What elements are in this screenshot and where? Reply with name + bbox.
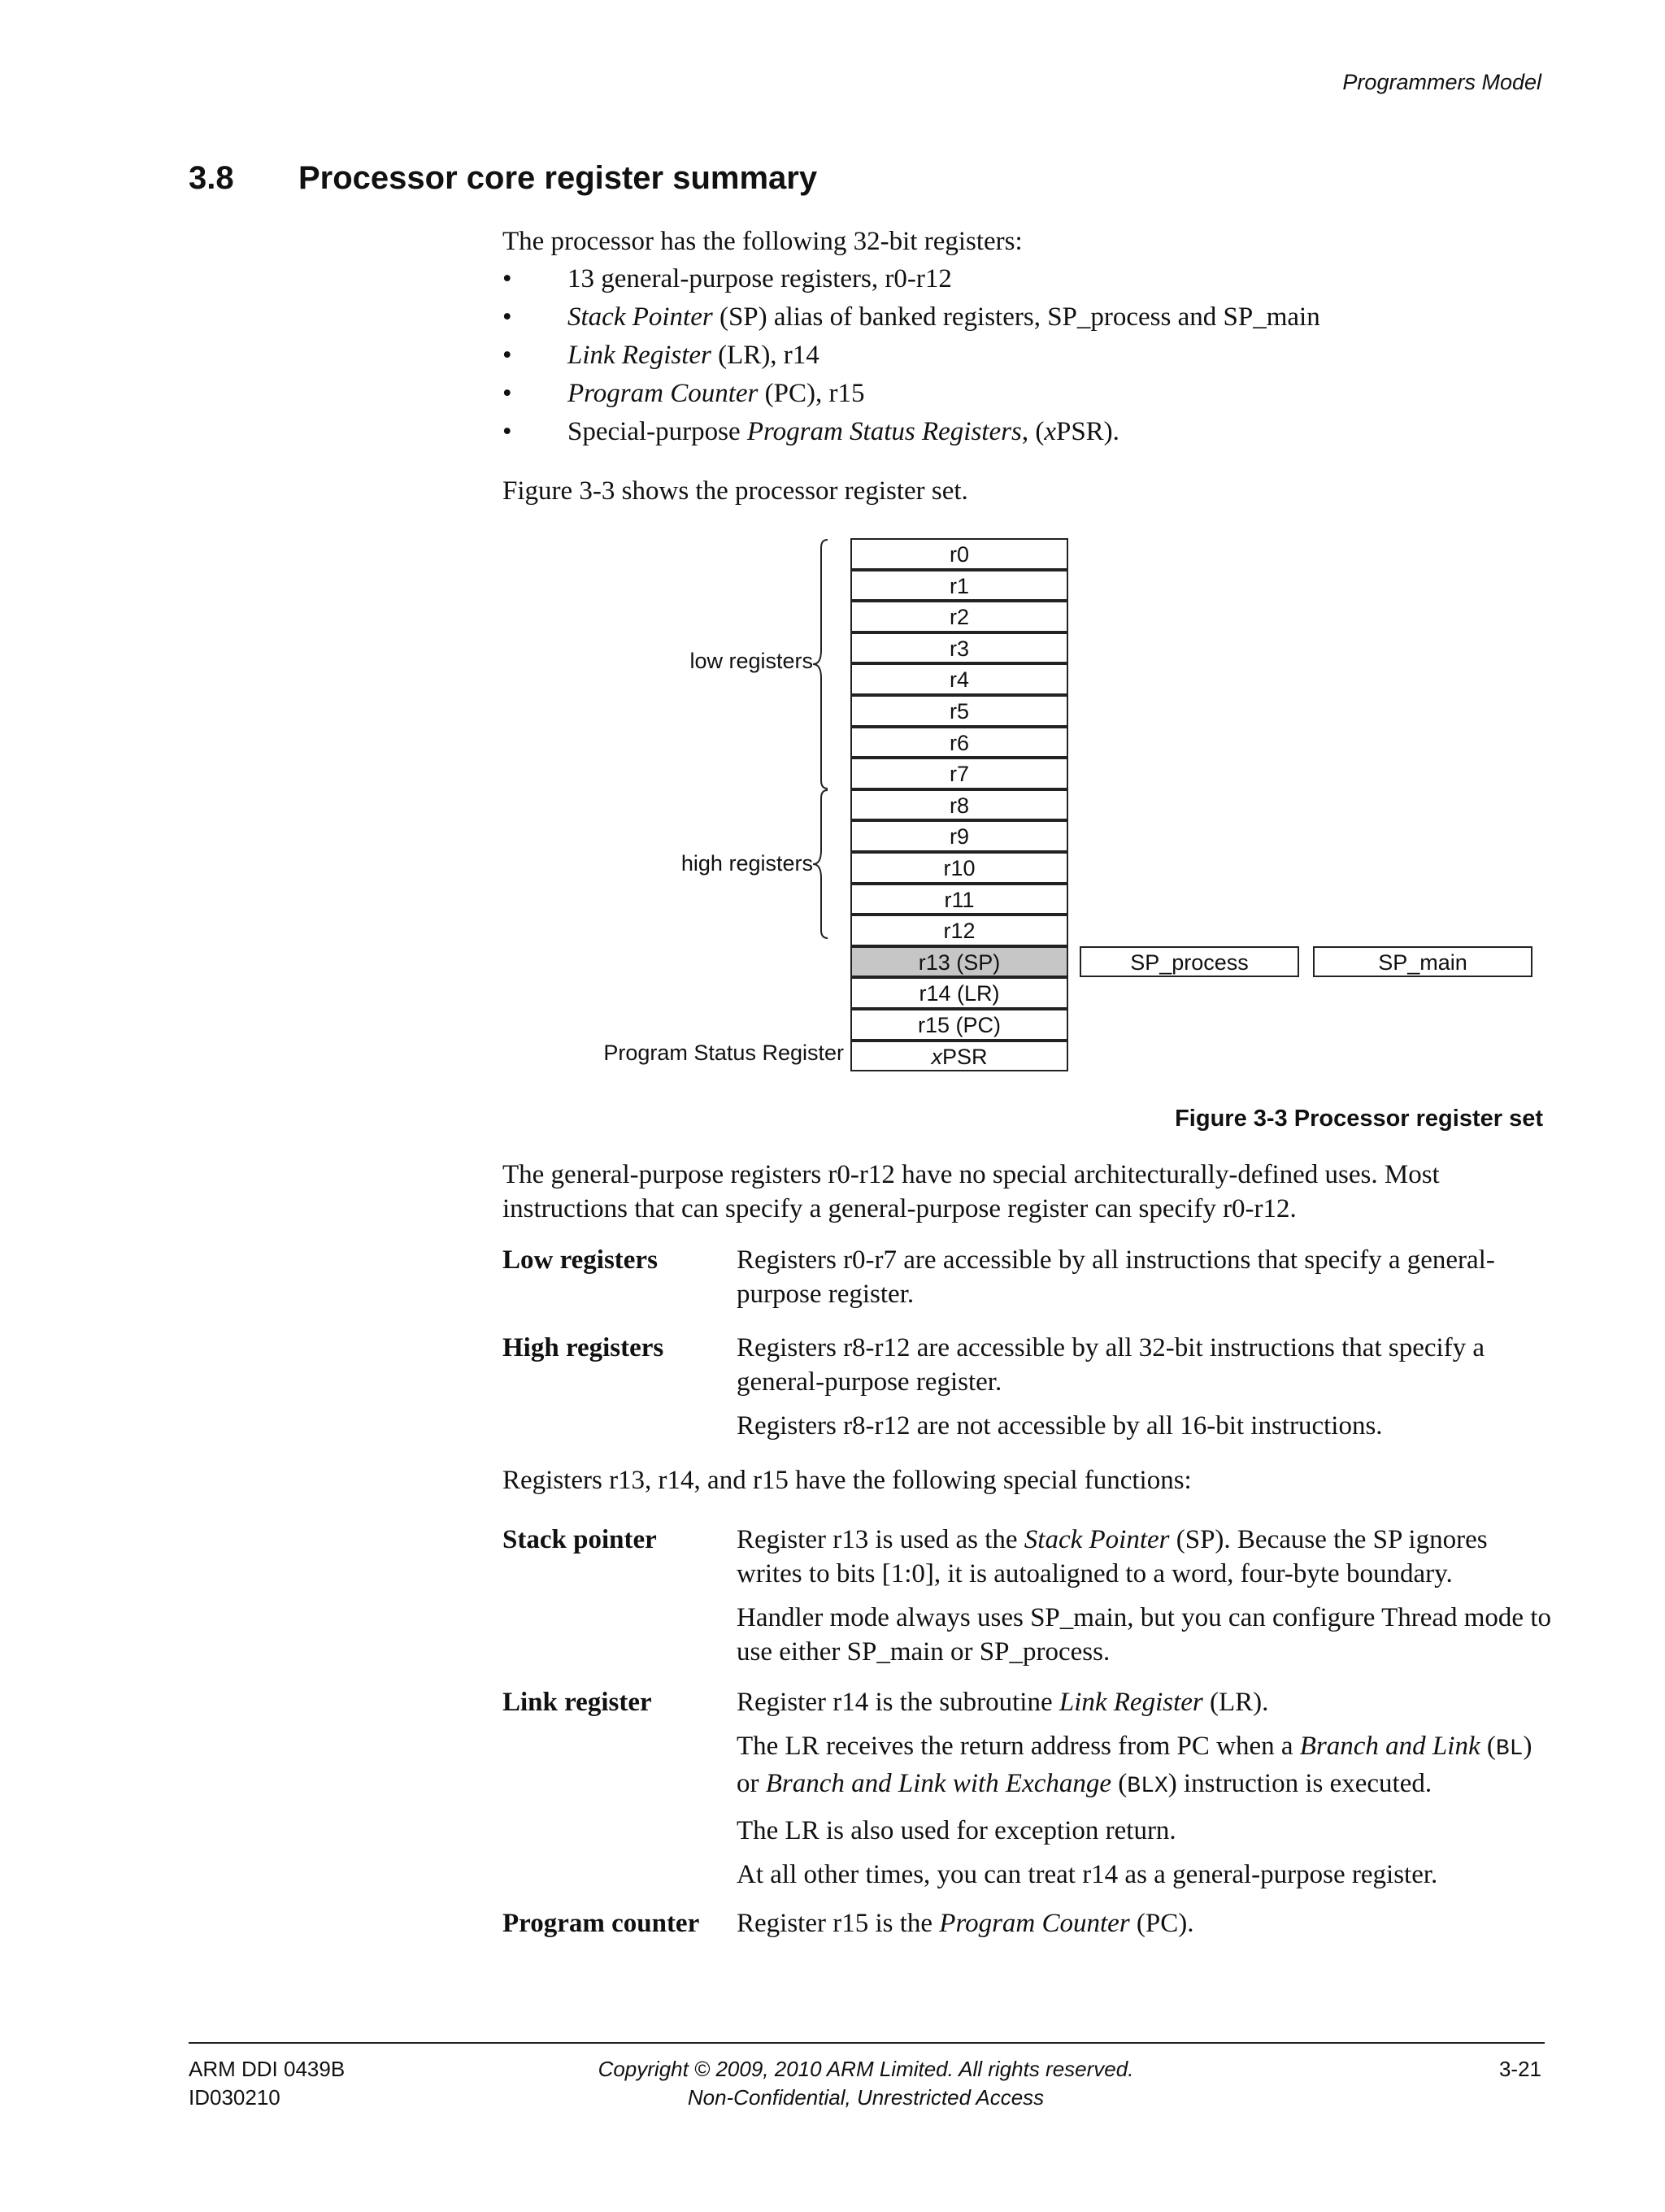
bullet-marker: • [502,379,512,408]
special-functions-intro: Registers r13, r14, and r15 have the following special functions: [502,1466,1192,1495]
intro-text: The processor has the following 32-bit registers: [502,227,1023,256]
desc-program-counter [737,1906,1558,1950]
desc-text: Register r14 is the subroutine [737,1688,1059,1717]
footer-access: Non-Confidential, Unrestricted Access [687,2085,1045,2110]
term-link-register: Link register [502,1688,652,1717]
high-registers-brace [813,790,828,938]
xpsr-suffix: PSR [941,1044,988,1069]
bullet-item [502,300,1320,338]
low-registers-brace [813,540,828,789]
footer-copyright: Copyright © 2009, 2010 ARM Limited. All rights reserved. [598,2057,1134,2081]
footer-issue-id: ID030210 [189,2085,280,2110]
figure-reference: Figure 3-3 shows the processor register set. [502,476,968,506]
bullet-marker: • [502,341,512,370]
desc-text: Register r13 is used as the [737,1525,1024,1554]
bullet-text: PSR). [1055,417,1119,446]
desc-paragraph: Registers r0-r7 are accessible by all instructions that specify a general-purpose register. [737,1245,1495,1309]
bullet-text: , ( [1021,417,1045,446]
register-cell-sp: r13 (SP) [850,946,1068,978]
instruction-code: BLX [1127,1774,1168,1799]
desc-text: (LR). [1202,1688,1269,1717]
register-cell-pc: r15 (PC) [850,1009,1068,1041]
desc-italic: Program Counter [939,1909,1130,1938]
register-cell: r3 [850,632,1068,664]
register-cell: r0 [850,538,1068,570]
footer-doc-id: ARM DDI 0439B [189,2057,346,2081]
desc-paragraph: Registers r8-r12 are not accessible by all 16-bit instructions. [737,1411,1383,1441]
banked-sp-process: SP_process [1080,946,1299,978]
register-cell: r9 [850,820,1068,852]
register-set-diagram [569,528,1585,1081]
term-low-registers: Low registers [502,1245,658,1275]
bullet-text: 13 general-purpose registers, r0-r12 [567,264,952,293]
bullet-text: (PC), r15 [758,379,865,408]
bullet-marker: • [502,302,512,332]
desc-text: ) instruction is executed. [1167,1769,1432,1798]
bullet-text: (LR), r14 [711,341,819,370]
footer-divider [189,2042,1545,2044]
psr-label: Program Status Register [603,1041,844,1065]
bullet-term: Stack Pointer [567,302,713,332]
running-header: Programmers Model [1342,70,1541,94]
register-cell: r7 [850,758,1068,789]
register-bullet-list [502,262,1320,453]
desc-high-registers [737,1331,1558,1453]
desc-low-registers [737,1243,1558,1321]
desc-italic: Branch and Link [1299,1732,1480,1761]
bullet-text: Special-purpose [567,417,747,446]
general-purpose-paragraph: The general-purpose registers r0-r12 have no special architecturally-defined uses. Most instructions that can specify a general-purpose register can specify r0-r12. [502,1160,1440,1223]
term-program-counter: Program counter [502,1909,700,1938]
register-cell: r4 [850,663,1068,695]
register-cell: r8 [850,789,1068,821]
register-cell: r11 [850,884,1068,915]
bullet-term: Program Status Registers [746,417,1022,446]
desc-text: ( [1111,1769,1128,1798]
desc-paragraph [737,1729,1558,1804]
desc-paragraph: Handler mode always uses SP_main, but you can configure Thread mode to use either SP_main or SP_process. [737,1603,1551,1667]
banked-sp-main: SP_main [1313,946,1532,978]
bullet-item [502,262,1320,300]
footer-page-number: 3-21 [1498,2057,1541,2081]
bullet-item [502,415,1320,453]
bullet-item [502,376,1320,415]
register-cell: r1 [850,570,1068,602]
term-stack-pointer: Stack pointer [502,1525,657,1554]
desc-text: ) or [737,1732,1532,1798]
desc-italic: Link Register [1059,1688,1203,1717]
desc-text: (SP). Because the SP ignores writes to bits [1:0], it is autoaligned to a word, four-byte boundary. [737,1525,1488,1588]
register-cell: r6 [850,727,1068,758]
desc-paragraph: At all other times, you can treat r14 as a general-purpose register. [737,1860,1438,1889]
bullet-term: Link Register [567,341,711,370]
register-cell-xpsr [850,1041,1068,1072]
register-cell: r10 [850,852,1068,884]
instruction-code: BL [1495,1736,1524,1762]
desc-paragraph: The LR is also used for exception return. [737,1816,1176,1845]
section-title: Processor core register summary [298,160,818,196]
desc-link-register [737,1685,1558,1901]
xpsr-prefix: x [931,1044,942,1069]
bullet-text: (SP) alias of banked registers, SP_process and SP_main [712,302,1320,332]
bullet-term: Program Counter [567,379,759,408]
bullet-term: x [1044,417,1056,446]
bullet-marker: • [502,417,512,446]
register-cell-lr: r14 (LR) [850,977,1068,1009]
bullet-marker: • [502,264,512,293]
desc-text: ( [1480,1732,1496,1761]
desc-text: The LR receives the return address from PC when a [737,1732,1300,1761]
register-braces [569,528,850,1081]
desc-italic: Stack Pointer [1024,1525,1170,1554]
desc-paragraph: Registers r8-r12 are accessible by all 32-bit instructions that specify a general-purpose register. [737,1333,1485,1397]
term-high-registers: High registers [502,1333,664,1362]
high-registers-label: high registers [680,851,813,876]
register-cell: r5 [850,695,1068,727]
register-cell: r12 [850,915,1068,946]
section-number: 3.8 [189,160,234,196]
bullet-item [502,338,1320,376]
desc-text: (PC). [1129,1909,1194,1938]
desc-text: Register r15 is the [737,1909,940,1938]
register-cell: r2 [850,601,1068,632]
figure-caption: Figure 3-3 Processor register set [1175,1106,1543,1132]
desc-paragraph [737,1906,1558,1940]
desc-italic: Branch and Link with Exchange [765,1769,1112,1798]
desc-paragraph [737,1523,1558,1591]
low-registers-label: low registers [689,649,813,673]
desc-paragraph [737,1685,1558,1719]
desc-stack-pointer [737,1523,1558,1679]
